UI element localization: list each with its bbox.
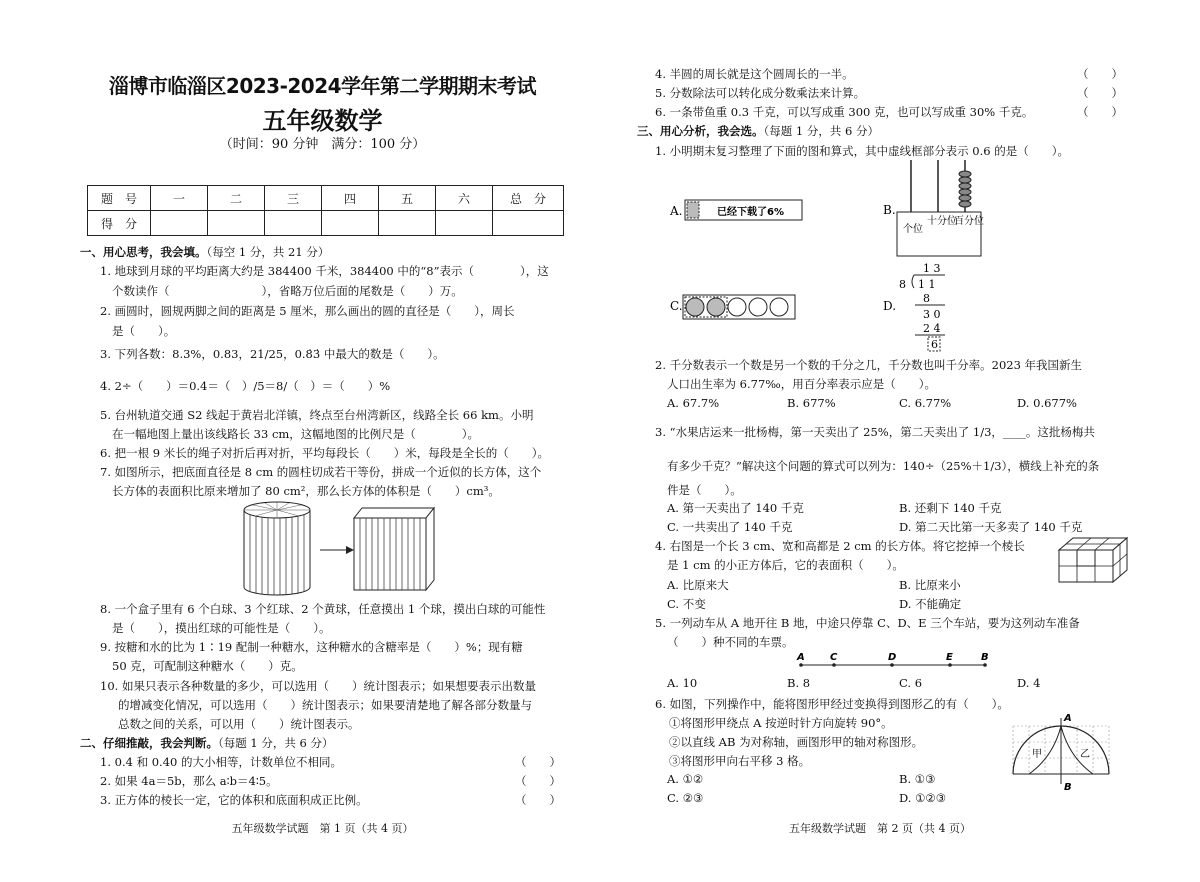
question-line: 是（ ），摸出红球的可能性是（ ）。 <box>112 621 331 635</box>
question-line: 是（ ）。 <box>112 324 176 338</box>
question-line: 长方体的表面积比原来增加了 80 cm²，那么长方体的体积是（ ）cm³。 <box>112 484 500 498</box>
option[interactable]: B. ①③ <box>899 772 936 786</box>
question-line: 是 1 cm 的小正方体后，它的表面积（ ）。 <box>667 558 904 572</box>
section3-heading: 三、用心分析，我会选。（每题 1 分，共 6 分） <box>637 124 880 138</box>
question-line: 7. 如图所示，把底面直径是 8 cm 的圆柱切成若干等份，拼成一个近似的长方体，这个 <box>100 465 542 479</box>
cylinder-icon <box>244 502 310 595</box>
shape-yi-label: 乙 <box>1080 749 1090 760</box>
option-c-label: C. <box>670 299 683 313</box>
question-line: 总数之间的关系，可以用（ ）统计图表示。 <box>118 717 360 731</box>
option[interactable]: C. 6.77% <box>899 396 952 410</box>
score-header-cell: 六 <box>436 186 493 211</box>
option-b-label: B. <box>883 203 896 217</box>
question-line: 5. 台州轨道交通 S2 线起于黄岩北洋镇，终点至台州湾新区，线路全长 66 km。小明 <box>100 408 534 422</box>
section1-heading: 一、用心思考，我会填。（每空 1 分，共 21 分） <box>80 245 330 259</box>
svg-text:2 4: 2 4 <box>923 322 941 335</box>
svg-text:1 3: 1 3 <box>923 262 941 275</box>
question-line: 6. 把一根 9 米长的绳子对折后再对折，平均每段长（ ）米，每段是全长的（ ）。 <box>100 446 550 460</box>
question-line: 的增减变化情况，可以选用（ ）统计图表示；如果要清楚地了解各部分数量与 <box>118 698 532 712</box>
judge-item: 2. 如果 4a＝5b，那么 a∶b＝4∶5。 <box>100 774 278 788</box>
option[interactable]: A. 第一天卖出了 140 千克 <box>667 501 804 515</box>
transform-figure <box>1013 712 1113 792</box>
abacus-icon <box>897 160 984 256</box>
point-b-label: B <box>1064 782 1072 793</box>
q1-figures <box>625 160 1135 360</box>
option[interactable]: C. 不变 <box>667 597 706 611</box>
score-header-cell: 二 <box>208 186 265 211</box>
svg-text:1 1: 1 1 <box>918 278 936 291</box>
score-header-cell: 四 <box>322 186 379 211</box>
judge-item: 6. 一条带鱼重 0.3 千克，可以写成重 300 克，也可以写成重 30% 千克。 <box>655 105 1034 119</box>
answer-paren[interactable]: （ ） <box>1077 67 1123 81</box>
option[interactable]: C. 6 <box>899 676 923 690</box>
station-line-figure <box>625 652 1135 672</box>
score-header-cell: 总 分 <box>493 186 564 211</box>
option[interactable]: A. 67.7% <box>667 396 720 410</box>
question-line: 6. 如图，下列操作中，能将图形甲经过变换得到图形乙的有（ ）。 <box>655 697 1009 711</box>
option[interactable]: B. 677% <box>787 396 836 410</box>
point-a-label: A <box>1064 713 1072 724</box>
score-header-cell: 五 <box>379 186 436 211</box>
score-header-cell: 三 <box>265 186 322 211</box>
exam-time-info: （时间：90 分钟 满分：100 分） <box>219 137 426 152</box>
baifen-label: 百分位 <box>954 216 984 227</box>
option[interactable]: A. 10 <box>667 676 698 690</box>
question-line: 2. 画圆时，圆规两脚之间的距离是 5 厘米，那么画出的圆的直径是（ ），周长 <box>100 304 515 318</box>
option[interactable]: B. 比原来小 <box>899 578 961 592</box>
answer-paren[interactable]: （ ） <box>515 793 561 807</box>
judge-item: 5. 分数除法可以转化成分数乘法来计算。 <box>655 86 866 100</box>
page-2 <box>625 0 1135 882</box>
svg-text:8: 8 <box>899 278 906 291</box>
question-line: 9. 按糖和水的比为 1∶19 配制一种糖水，这种糖水的含糖率是（ ）%；现有糖 <box>100 640 523 654</box>
circles-icon <box>683 295 795 319</box>
station-label: A <box>797 652 805 663</box>
cuboid-icon <box>354 508 434 590</box>
question-line: 3. 下列各数：8.3%，0.83，21/25，0.8̇3̇ 中最大的数是（ ）。 <box>100 347 445 361</box>
cylinder-figure <box>70 500 575 610</box>
station-label: D <box>888 652 897 663</box>
question-line: 2. 千分数表示一个数是另一个数的千分之几，千分数也叫千分率。2023 年我国新生 <box>655 358 1083 372</box>
question-line: 4. 2÷（ ）＝0.4＝（ ）/5＝8/（ ）＝（ ）% <box>100 379 391 393</box>
station-label: E <box>946 652 953 663</box>
score-header-cell: 题 号 <box>88 186 151 211</box>
question-line: ①将图形甲绕点 A 按逆时针方向旋转 90°。 <box>669 716 893 730</box>
score-cell[interactable] <box>379 211 436 236</box>
arrow-icon <box>320 546 354 554</box>
score-header-cell: 一 <box>151 186 208 211</box>
score-cell[interactable] <box>436 211 493 236</box>
judge-item: 4. 半圆的周长就是这个圆周长的一半。 <box>655 67 854 81</box>
question-line: 3. “水果店运来一批杨梅，第一天卖出了 25%，第二天卖出了 1/3，____。这批杨梅共 <box>655 425 1095 439</box>
svg-text:3 0: 3 0 <box>923 308 941 321</box>
option[interactable]: B. 还剩下 140 千克 <box>899 501 1002 515</box>
score-cell[interactable] <box>151 211 208 236</box>
question-line: ②以直线 AB 为对称轴，画图形甲的轴对称图形。 <box>669 735 924 749</box>
question-line: （ ）种不同的车票。 <box>667 635 794 649</box>
page-footer: 五年级数学试题 第 2 页（共 4 页） <box>789 822 971 835</box>
option[interactable]: C. ②③ <box>667 791 704 805</box>
question-line: 在一幅地图上量出该线路长 33 cm，这幅地图的比例尺是（ ）。 <box>112 427 480 441</box>
option[interactable]: D. 第二天比第一天多卖了 140 千克 <box>899 520 1083 534</box>
question-line: 个数读作（ ），省略万位后面的尾数是（ ）万。 <box>112 284 463 298</box>
option-a-label: A. <box>670 204 683 218</box>
question-line: 50 克，可配制这种糖水（ ）克。 <box>112 659 303 673</box>
option[interactable]: A. ①② <box>667 772 704 786</box>
section2-heading: 二、仔细推敲，我会判断。（每题 1 分，共 6 分） <box>80 736 334 750</box>
option[interactable]: D. 不能确定 <box>899 597 962 611</box>
ge-label: 个位 <box>903 224 923 235</box>
exam-title: 淄博市临淄区2023-2024学年第二学期期末考试 <box>108 74 537 98</box>
option[interactable]: D. 4 <box>1017 676 1041 690</box>
question-line: 10. 如果只表示各种数量的多少，可以选用（ ）统计图表示；如果想要表示出数量 <box>100 679 536 693</box>
option[interactable]: C. 一共卖出了 140 千克 <box>667 520 793 534</box>
option-d-label: D. <box>883 299 897 313</box>
judge-item: 1. 0.4 和 0.40 的大小相等，计数单位不相同。 <box>100 755 342 769</box>
judge-item: 3. 正方体的棱长一定，它的体积和底面积成正比例。 <box>100 793 368 807</box>
answer-paren[interactable]: （ ） <box>515 755 561 769</box>
score-row-label: 得 分 <box>88 211 151 236</box>
question-line: 4. 右图是一个长 3 cm、宽和高都是 2 cm 的长方体。将它挖掉一个棱长 <box>655 539 1025 553</box>
question-line: 1. 地球到月球的平均距离大约是 384400 千米，384400 中的“8”表示（ ），这 <box>100 264 549 278</box>
score-cell[interactable] <box>208 211 265 236</box>
svg-text:8: 8 <box>923 292 930 305</box>
option[interactable]: A. 比原来大 <box>667 578 729 592</box>
svg-text:6: 6 <box>931 338 938 351</box>
page-footer: 五年级数学试题 第 1 页（共 4 页） <box>231 822 414 835</box>
question-line: 件是（ ）。 <box>667 483 742 497</box>
page-1 <box>70 0 575 882</box>
score-table <box>87 185 564 236</box>
download-bar-icon <box>685 200 802 220</box>
option[interactable]: B. 8 <box>787 676 811 690</box>
question-line: 有多少千克？”解决这个问题的算式可以列为：140÷（25%＋1/3），横线上补充的条 <box>667 459 1100 473</box>
question-line: 人口出生率为 6.77‰，用百分率表示应是（ ）。 <box>667 377 936 391</box>
score-cell[interactable] <box>322 211 379 236</box>
answer-paren[interactable]: （ ） <box>1077 105 1123 119</box>
station-label: C <box>830 652 838 663</box>
question-line: 1. 小明期末复习整理了下面的图和算式，其中虚线框部分表示 0.6 的是（ ）。 <box>655 144 1069 158</box>
question-line: ③将图形甲向右平移 3 格。 <box>669 754 811 768</box>
option[interactable]: D. ①②③ <box>899 791 947 805</box>
shifen-label: 十分位 <box>927 216 957 227</box>
answer-paren[interactable]: （ ） <box>515 774 561 788</box>
question-line: 5. 一列动车从 A 地开往 B 地，中途只停靠 C、D、E 三个车站，要为这列动车准备 <box>655 616 1080 630</box>
question-line: 8. 一个盒子里有 6 个白球、3 个红球、2 个黄球，任意摸出 1 个球，摸出白球的可能性 <box>100 602 546 616</box>
long-division-icon <box>899 262 945 351</box>
exam-subject: 五年级数学 <box>262 106 383 135</box>
answer-paren[interactable]: （ ） <box>1077 86 1123 100</box>
shape-jia-label: 甲 <box>1032 749 1042 760</box>
score-cell[interactable] <box>493 211 564 236</box>
cuboid-grid-icon <box>1057 534 1127 584</box>
download-text: 已经下载了6% <box>717 207 784 218</box>
option[interactable]: D. 0.677% <box>1017 396 1077 410</box>
score-cell[interactable] <box>265 211 322 236</box>
station-label: B <box>981 652 989 663</box>
